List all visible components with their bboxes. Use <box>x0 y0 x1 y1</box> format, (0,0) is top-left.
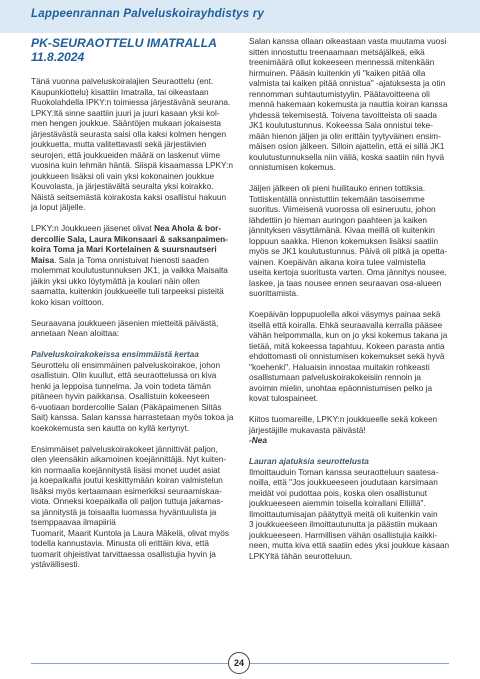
text-line: osallistuin. Olin kuullut, että seuraottelussa on kiva <box>31 370 217 380</box>
bold-text: Maisa <box>31 254 55 265</box>
text-line <box>31 223 237 234</box>
text-line: Sait) kanssa. Salan kanssa harrastetaan myös tokoa ja <box>31 412 234 422</box>
text-line: saamatta, kuitenkin joukkueelle tuli tarpeeksi pisteitä <box>31 286 224 296</box>
text-line: olen yleensäkin aikamoinen koejännittäjä. Nyt kuiten- <box>31 454 227 464</box>
text-line: 3 joukkueeseen ilmoittautunutta ja päästiin mukaan <box>249 519 438 529</box>
section-subheading: Lauran ajatuksia seurottelusta <box>249 456 369 466</box>
left-column-body <box>31 76 237 570</box>
text-line: LPKYltä tähän seurotteluun. <box>249 550 353 561</box>
text-line: vainen. Koepäivän aikana koira tulee valmistella <box>249 256 426 267</box>
text-run: . Sala ja Toma onnistuivat hienosti saaden <box>54 254 209 265</box>
text-line: myös se JK1 koulutustunnus. Päivä oli pitkä ja opetta- <box>249 246 448 256</box>
text-line: hirmuinen. Pääsin kuitenkin yli "kaiken pitää olla <box>249 67 426 78</box>
text-line: mennä hakemaan kokemusta ja nauttia koiran kanssa <box>249 99 448 109</box>
text-line: vähän helpommalla, kun on jo yksi kokemus takana ja <box>249 330 448 340</box>
paragraph <box>249 309 455 404</box>
text-line: Näistä seitsemästä koirakosta kaksi osallistui hakuun <box>31 191 227 202</box>
text-line: ehdottomasti oli onnistumisen kokemukset sekä hyvä <box>249 351 445 361</box>
text-line: Tottiskentällä onnistuttiin tekemään tasoisemme <box>249 193 425 204</box>
bold-text: Nea Ahola & bor- <box>154 223 222 233</box>
text-line <box>31 255 237 266</box>
text-line: koko kisan voittoon. <box>31 296 104 307</box>
text-line: jäikin yksi ukko löytymättä ja koulari näin ollen <box>31 275 200 286</box>
paragraph <box>249 467 455 562</box>
paragraph <box>31 76 237 213</box>
paragraph <box>31 223 237 307</box>
paragraph <box>31 318 237 339</box>
text-line: treenimäärä ollut kokeeseen mennessä mitenkään <box>249 57 435 67</box>
text-line: avoimin mielin, unohtaa epäonnistumisen pelko ja <box>249 382 433 393</box>
text-line: neen, mutta kiva että saatiin edes yksi joukkue kasaan <box>249 540 450 550</box>
right-column-body <box>249 36 455 561</box>
section-subheading: Palveluskoirakokeissa ensimmäistä kertaa <box>31 349 199 359</box>
text-line: vuosina kuin lehmän häntä. Siispä kisaamassa LPKY:n <box>31 160 234 170</box>
text-line: tuomarit ohjeistivat tarvittaessa osallistujia hyvin ja <box>31 548 216 559</box>
text-line: joukkueeseen. Harmillisen vähän osallistujia kaikki- <box>249 529 438 540</box>
paragraph <box>249 36 455 173</box>
text-line: viota. Onneksi koepaikalla oli paljon tuttuja jakamas- <box>31 496 224 506</box>
page-number-text: 24 <box>233 658 244 668</box>
text-line: järjestävästä seurasta saisi olla kaksi kolmen hengen <box>31 128 227 139</box>
text-line: ja loput jäljelle. <box>31 202 86 212</box>
paragraph <box>31 360 237 434</box>
bold-text: koira Toma ja Mari Kortelainen & suursnautseri <box>31 244 217 254</box>
text-line: rennomman suhtautumistyylin. Päätavoitteena oli <box>249 88 430 99</box>
text-line: Ensimmäiset palveluskoirakokeet jännittivät paljon, <box>31 443 218 454</box>
text-line: Kiitos tuomareille, LPKY:n joukkueelle sekä kokeen <box>249 414 438 424</box>
text-line: tietää, mitä kokeessa tapahtuu. Kokeen parasta antia <box>249 340 445 351</box>
text-line: Kouvolasta, ja järjestävältä seuralta yksi koirakko. <box>31 181 214 191</box>
text-line: Tuomarit, Maarit Kuntola ja Laura Mäkelä, olivat myös <box>31 527 229 538</box>
author-signature: -Nea <box>249 435 267 445</box>
text-line: Ruokolahdella IPKY:n toimiessa järjestävänä seurana. <box>31 97 231 107</box>
text-line: koulutustunnuksella niin väliä, koska saatiin niin hyvä <box>249 151 445 162</box>
publication-title: Lappeenrannan Palveluskoirayhdistys ry <box>31 7 265 20</box>
header-band <box>0 0 480 33</box>
text-line: kin normaalia koejännitystä lisäsi monet uudet asiat <box>31 464 221 475</box>
paragraph <box>249 414 455 446</box>
paragraph <box>249 183 455 299</box>
text-line: sa jännitystä ja toisaalta luomassa hyväntuulista ja <box>31 506 217 517</box>
text-line: 6-vuotiaan bordercollie Salan (Päkäpaimenen Siitäs <box>31 401 222 412</box>
text-line: tsemppaavaa ilmapiiriä <box>31 517 116 527</box>
text-line: joukkueeseen aiemmin toisella koirallani Elliillä". <box>249 498 426 508</box>
text-line: ystävällisesti. <box>31 559 80 569</box>
text-line: onnistumisen kokemus. <box>249 162 336 172</box>
text-line: Kaupunkiottelu) kisattiin Imatralla, tai oikeastaan <box>31 86 209 97</box>
text-line: Jäljen jälkeen oli pieni huilitauko ennen tottiksia. <box>249 183 426 193</box>
text-line: men hengen joukkue. Sääntöjen mukaan jokaisesta <box>31 118 222 128</box>
text-line: Salan kanssa ollaan oikeastaan vasta muutama vuosi <box>249 36 447 46</box>
text-line: JK1 koulutustunnus. Kokeessa Sala onnistui teke- <box>249 120 434 130</box>
text-line: järjestäjille mukavasta päivästä! <box>249 424 366 435</box>
text-line: loppuun saakka. Hienon kokemuksen lisäksi saatiin <box>249 235 439 246</box>
page-number <box>228 652 250 674</box>
article-left-column <box>31 36 237 580</box>
text-line: henki ja leppoisa tunnelma. Ja voin todeta tämän <box>31 380 211 391</box>
text-line: valmista tai kaiken pitää onnistua" -ajatuksesta ja otin <box>249 78 446 88</box>
text-line: yhdessä tekemisestä. Toivena tavoitteista oli saada <box>249 109 438 120</box>
text-line: mään hienon jäljen ja olin erittäin tyytyväinen ensim- <box>249 130 441 141</box>
text-line <box>31 244 237 255</box>
text-line: Ilmoittauduin Toman kanssa seuraotteluun saatesa- <box>249 466 439 477</box>
text-run: LPKY:n Joukkueen jäsenet olivat <box>31 223 155 233</box>
text-line: Seuraavana joukkueen jäsenien mietteitä päivästä, <box>31 317 219 328</box>
text-line: lisäksi myös kertaamaan esimerkiksi seuraamiskaa- <box>31 485 222 496</box>
text-line: Tänä vuonna palveluskoiralajien Seuraottelu (ent. <box>31 76 214 86</box>
text-line: seurojen, että joukkueiden määrä on laskenut viime <box>31 149 221 160</box>
text-line: meidät voi pudottaa pois, koska olen osallistunut <box>249 487 428 498</box>
text-line: Koepäivän loppupuolella alkoi väsymys painaa sekä <box>249 309 441 319</box>
paragraph <box>31 444 237 570</box>
text-line: joukkuetta, mutta valitettavasti sekä järjestävien <box>31 139 207 149</box>
text-line: koekokemusta sen kautta on kyllä kertynyt. <box>31 422 190 433</box>
text-line: joukkueen lisäksi oli vain yksi kokonainen joukkue <box>31 170 215 181</box>
text-line: suorittamista. <box>249 288 299 298</box>
text-line: suoritus. Viimeisenä vuorossa oli esineruutu, johon <box>249 204 436 214</box>
text-line: Seurottelu oli ensimmäinen palveluskoirakoe, johon <box>31 359 221 370</box>
text-line <box>31 234 237 245</box>
article-date: 11.8.2024 <box>31 50 85 64</box>
text-line: "koehenki". Haluaisin innostaa muitakin rohkeasti <box>249 361 430 372</box>
text-line: useita kertoja suoritusta varten. Oma jännitys nousee, <box>249 267 447 277</box>
text-line: itsellä että koiralla. Ehkä seuraavalla kerralla pääsee <box>249 319 443 330</box>
text-line: lähdettiin jo hieman auringon paahteen ja kaiken <box>249 214 428 225</box>
text-line: todella kannustavia. Minusta oli erittäin kiva, että <box>31 538 210 548</box>
text-line: annetaan Nean aloittaa: <box>31 328 120 338</box>
text-line: molemmat koulutustunnuksen JK1, ja valkka Maisalta <box>31 265 228 275</box>
article-right-column <box>249 36 455 572</box>
text-line: Ilmoittautumisajan päätyttyä meitä oli kuitenkin vain <box>249 508 438 519</box>
text-line: laskee, ja taas nousee ennen seuraavan osa-alueen <box>249 277 442 288</box>
text-line: osallistumaan palveluskoirakokeisiin rennoin ja <box>249 372 422 382</box>
text-line: ja koepaikalla joutui keskittymään koiran valmistelun <box>31 475 223 485</box>
bold-text: dercollie Sala, Laura Mikonsaari & saksanpaimen- <box>31 233 228 244</box>
text-line: mäisen osion jälkeen. Silloin ajattelin, että ei sillä JK1 <box>249 141 445 151</box>
text-line: sitten innostuttu treenaamaan metsäjälkeä, eikä <box>249 46 425 57</box>
text-line: jännityksen väsyttämänä. Kivaa meillä oli kuitenkin <box>249 225 435 235</box>
article-title: PK-SEURAOTTELU IMATRALLA <box>31 36 217 50</box>
text-line: pitäneen hyvin paikkansa. Osallistuin kokeeseen <box>31 391 210 401</box>
text-line: LPKY:ltä sinne saattiin juuri ja juuri kasaan yksi kol- <box>31 107 220 118</box>
text-line: noilla, että "Jos joukkueeseen joudutaan karsimaan <box>249 477 438 487</box>
text-line: kovat tulospaineet. <box>249 393 319 403</box>
